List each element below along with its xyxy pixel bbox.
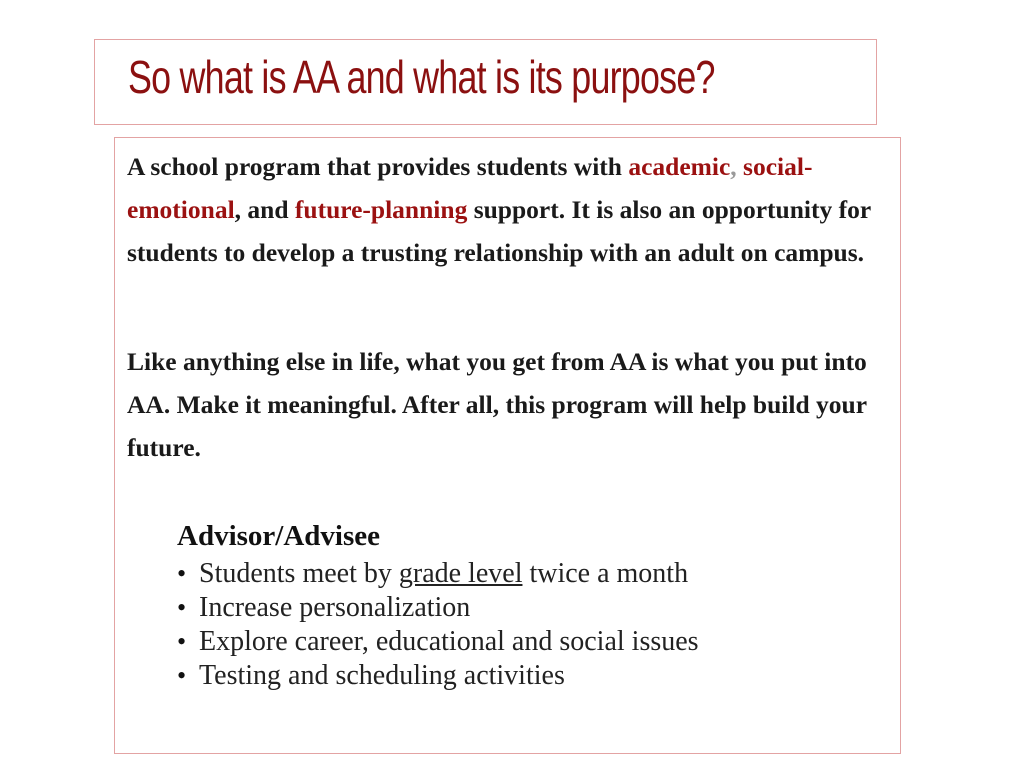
- highlight-future-planning: future-planning: [294, 195, 468, 224]
- list-item: [177, 557, 699, 591]
- advisee-list: [177, 557, 699, 693]
- highlight-academic: academic: [628, 152, 731, 181]
- slide-title: So what is AA and what is its purpose?: [128, 51, 715, 103]
- list-item-text-before: Students meet by: [199, 558, 399, 589]
- purpose-intro: A school program that provides students with: [127, 152, 629, 181]
- underlined-grade-level: grade level: [398, 558, 523, 589]
- list-item-text: Explore career, educational and social issues: [199, 626, 699, 657]
- meaning-paragraph: Like anything else in life, what you get from AA is what you put into AA. Make it meaningful. After all, this program will help build your future.: [127, 347, 867, 462]
- list-item-text: Testing and scheduling activities: [199, 660, 565, 691]
- list-item: [177, 591, 699, 625]
- list-item-text-after: twice a month: [522, 558, 689, 589]
- bullet-icon: •: [177, 593, 187, 622]
- purpose-and: , and: [234, 195, 295, 224]
- purpose-rest: support. It is also an opportunity for students to develop a trusting relationship with an adult on campus.: [127, 195, 871, 267]
- grey-comma: ,: [730, 152, 737, 181]
- list-title: Advisor/Advisee: [177, 520, 380, 552]
- list-item-text: Increase personalization: [199, 592, 471, 623]
- content-box: [114, 137, 901, 754]
- bullet-icon: •: [177, 559, 187, 588]
- bullet-icon: •: [177, 627, 187, 656]
- bullet-icon: •: [177, 661, 187, 690]
- list-item: [177, 625, 699, 659]
- highlight-social-emotional: social-emotional: [127, 152, 813, 224]
- purpose-paragraph: [127, 145, 887, 274]
- list-item: [177, 659, 699, 693]
- title-box: [94, 39, 877, 125]
